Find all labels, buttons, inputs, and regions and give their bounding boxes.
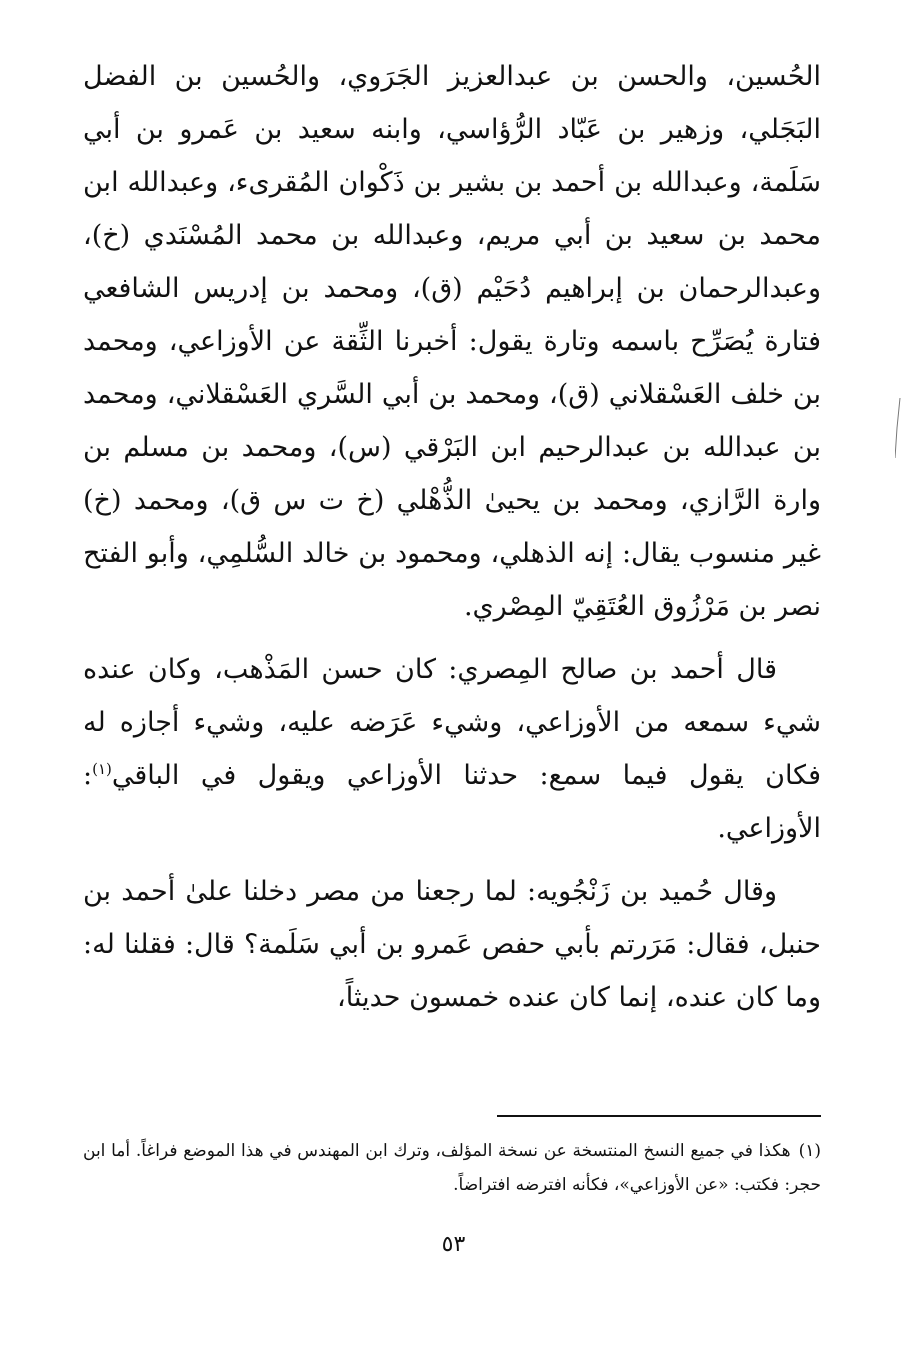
margin-scan-mark (895, 398, 901, 458)
footnote-marker: (١) (798, 1141, 821, 1161)
main-text (83, 50, 821, 1024)
paragraph-humaid-ibn-zanjawayh: وقال حُميد بن زَنْجُويه: لما رجعنا من مصر دخلنا علىٰ أحمد بن حنبل، فقال: مَرَرتم بأبي حفص عَمرو بن أبي سَلَمة؟ قال: فقلنا له: وما كان عنده، إنما كان عنده خمسون حديثاً، (83, 876, 821, 1013)
footnote-reference: (١) (92, 760, 112, 778)
footnote-separator (497, 1115, 821, 1117)
paragraph-ahmad-ibn-salih (83, 643, 821, 855)
paragraph-text-after-note: : الأوزاعي. (83, 760, 821, 844)
footnote-text: هكذا في جميع النسخ المنتسخة عن نسخة المؤلف، وترك ابن المهندس في هذا الموضع فراغاً. أما ابن حجر: فكتب: «عن الأوزاعي»، فكأنه افترضه افتراضاً. (83, 1141, 821, 1195)
footnote (83, 1134, 821, 1202)
paragraph-narrators-list: الحُسين، والحسن بن عبدالعزيز الجَرَوي، والحُسين بن الفضل البَجَلي، وزهير بن عَبّاد الرُّؤاسي، وابنه سعيد بن عَمرو بن أبي سَلَمة، وعبدالله بن أحمد بن بشير بن ذَكْوان المُقرىء، وعبدالله ابن محمد بن سعيد بن أبي مريم، وعبدالله بن محمد المُسْنَدي (خ)، وعبدالرحمان بن إبراهيم دُحَيْم (ق)، ومحمد بن إدريس الشافعي فتارة يُصَرِّح باسمه وتارة يقول: أخبرنا الثِّقة عن الأوزاعي، ومحمد بن خلف العَسْقلاني (ق)، ومحمد بن أبي السَّري العَسْقلاني، ومحمد بن عبدالله بن عبدالرحيم ابن البَرْقي (س)، ومحمد بن مسلم بن وارة الرَّازي، ومحمد بن يحيىٰ الذُّهْلي (خ ت س ق)، ومحمد (خ) غير منسوب يقال: إنه الذهلي، ومحمود بن خالد السُّلمِي، وأبو الفتح نصر بن مَرْزُوق العُتَقِيّ المِصْري. (83, 61, 821, 622)
paragraph-text-before-note: قال أحمد بن صالح المِصري: كان حسن المَذْهب، وكان عنده شيء سمعه من الأوزاعي، وشيء عَرَضه عليه، وشيء أجازه له فكان يقول فيما سمع: حدثنا الأوزاعي ويقول في الباقي (83, 654, 821, 791)
page-number: ٥٣ (441, 1232, 466, 1257)
